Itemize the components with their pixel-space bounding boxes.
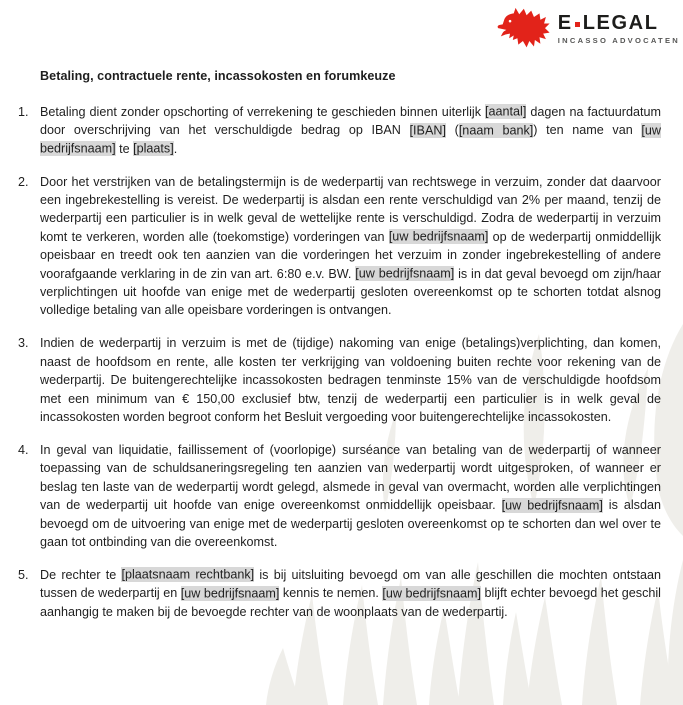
item-number: 5.: [18, 567, 29, 582]
paragraph-text: De rechter te [plaatsnaam rechtbank] is bij uitsluiting bevoegd om van alle geschillen die mochten ontstaan tussen de wederpartij en [uw bedrijfsnaam] kennis te nemen. [uw bedrijfsnaam] blijft echter bevoegd het geschil aanhangig te maken bij de bevoegde rechter van de woonplaats van de wederpartij.: [40, 567, 662, 619]
placeholder-field[interactable]: [uw bedrijfsnaam]: [388, 229, 489, 244]
placeholder-field[interactable]: [uw bedrijfsnaam]: [180, 586, 280, 601]
page-title: Betaling, contractuele rente, incassokosten en forumkeuze: [40, 69, 396, 83]
placeholder-field[interactable]: [uw bedrijfsnaam]: [40, 123, 662, 156]
paragraph-text: Indien de wederpartij in verzuim is met de (tijdige) nakoming van enige (betalings)verplichting, dan komen, naast de hoofdsom en rente, alle kosten ter verkrijging van voldoening buiten rechte voor rekening van de wederpartij. De buitengerechtelijke incassokosten bedragen tenminste 15% van de verschuldigde hoofdsom met een minimum van € 150,00 exclusief btw, tenzij de wederpartij een particulier is in welk geval de incassokosten worden begroot conform het Besluit vergoeding voor buitengerechtelijke incassokosten.: [40, 336, 661, 424]
list-item: [18, 441, 661, 551]
e-legal-logo: [493, 6, 680, 52]
brand-dot-icon: [575, 22, 580, 27]
list-item: [18, 103, 661, 158]
paragraph-text: In geval van liquidatie, faillissement of (voorlopige) surséance van betaling van de wederpartij of wanneer toepassing van de schuldsaneringsregeling ten aanzien van wederpartij wordt uitgesproken, of wanneer er beslag ten laste van de wederpartij wordt gelegd, alsmede in geval van overmacht, worden alle verplichtingen van de wederpartij uit hoofde van enige overeenkomst onmiddellijk opeisbaar. [uw bedrijfsnaam] is alsdan bevoegd om de uitvoering van enige met de wederpartij gesloten overeenkomst op te schorten dan wel over te gaan tot ontbinding van die overeenkomst.: [40, 442, 661, 549]
placeholder-field[interactable]: [naam bank]: [458, 123, 534, 138]
placeholder-field[interactable]: [plaatsnaam rechtbank]: [121, 567, 255, 582]
placeholder-field[interactable]: [aantal]: [485, 104, 527, 119]
list-item: [18, 173, 661, 320]
brand-tagline: INCASSO ADVOCATEN: [557, 36, 680, 45]
item-number: 4.: [18, 442, 29, 457]
brand-letter-e: E: [557, 12, 573, 34]
document-content: [18, 67, 661, 636]
item-number: 1.: [18, 104, 29, 119]
placeholder-field[interactable]: [uw bedrijfsnaam]: [501, 498, 603, 513]
placeholder-field[interactable]: [IBAN]: [409, 123, 446, 138]
placeholder-field[interactable]: [uw bedrijfsnaam]: [355, 266, 455, 281]
placeholder-field[interactable]: [plaats]: [133, 141, 174, 156]
item-number: 2.: [18, 174, 29, 189]
lion-head-icon: [493, 6, 551, 52]
paragraph-text: Door het verstrijken van de betalingstermijn is de wederpartij van rechtswege in verzuim, zonder dat daarvoor een ingebrekestelling is vereist. De wederpartij is alsdan een rente verschuldigd van 2% per maand, tenzij de wederpartij een particulier is in welk geval de wettelijke rente is verschuldigd. Zodra de wederpartij in verzuim komt te verkeren, worden alle (toekomstige) vorderingen van [uw bedrijfsnaam] op de wederpartij onmiddellijk opeisbaar en treedt ook ten aanzien van die vorderingen het verzuim in zonder ingebrekestelling of andere voorafgaande verklaring in de zin van art. 6:80 e.v. BW. [uw bedrijfsnaam] is in dat geval bevoegd om zijn/haar verplichtingen uit hoofde van enige met de wederpartij gesloten overeenkomst op te schorten totdat alsnog volledige betaling van alle opeisbare vorderingen is ontvangen.: [40, 174, 662, 318]
paragraph-text: Betaling dient zonder opschorting of verrekening te geschieden binnen uiterlijk [aantal] dagen na factuurdatum door overschrijving van het verschuldigde bedrag op IBAN [IBAN] ([naam bank]) ten name van [uw bedrijfsnaam] te [plaats].: [40, 104, 662, 156]
list-item: [18, 334, 661, 426]
paragraph-list: [18, 103, 661, 621]
brand-wordmark: [558, 13, 680, 45]
item-number: 3.: [18, 336, 29, 351]
placeholder-field[interactable]: [uw bedrijfsnaam]: [382, 586, 482, 601]
list-item: [18, 566, 661, 621]
brand-letters-legal: LEGAL: [582, 12, 659, 34]
